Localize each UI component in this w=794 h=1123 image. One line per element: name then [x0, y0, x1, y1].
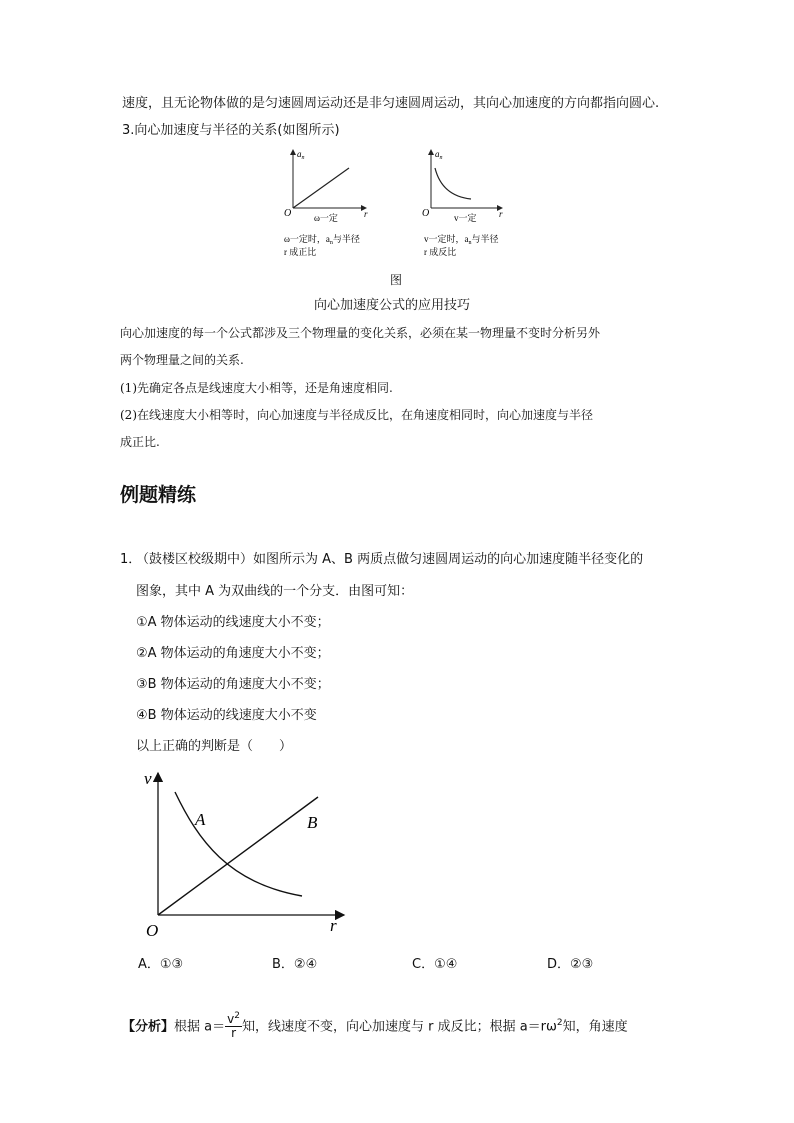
- tips-paragraph-1-line-2: 两个物理量之间的关系.: [120, 353, 244, 367]
- right-x-label: r: [499, 209, 503, 219]
- fraction-numerator: v: [227, 1012, 235, 1026]
- velocity-radius-graph: [138, 765, 358, 945]
- analysis-text-1: 根据 a＝: [174, 1019, 226, 1035]
- left-origin: O: [284, 208, 292, 219]
- section-title: 例题精练: [120, 484, 197, 506]
- formula-fraction: [225, 1010, 242, 1040]
- curve-a-hyperbola: [175, 792, 302, 896]
- left-x-label: r: [364, 209, 368, 219]
- tips-title: 向心加速度公式的应用技巧: [314, 298, 471, 313]
- question-prompt: 以上正确的判断是（ ）: [136, 739, 293, 754]
- curve-b-label: B: [307, 813, 318, 832]
- fraction-numerator-exponent: 2: [234, 1011, 240, 1021]
- analysis-line: [122, 1012, 628, 1042]
- fraction-denominator: r: [225, 1026, 242, 1040]
- left-caption-line-1: ω一定时，$a_n$与半径: [284, 234, 360, 246]
- right-y-label: $a_n$: [435, 149, 443, 161]
- tips-step-1: (1)先确定各点是线速度大小相等，还是角速度相同.: [120, 381, 393, 395]
- graph-y-label: v: [144, 769, 152, 788]
- option-d[interactable]: D．②③: [547, 957, 594, 972]
- curve-a-label: A: [195, 810, 206, 829]
- tips-step-2-line-2: 成正比.: [120, 435, 160, 449]
- option-a[interactable]: A．①③: [138, 957, 184, 972]
- right-origin: O: [422, 208, 430, 219]
- statement-1: ①A 物体运动的线速度大小不变；: [136, 615, 330, 630]
- question-stem-line-1: （鼓楼区校级期中）如图所示为 A、B 两质点做匀速圆周运动的向心加速度随半径变化的: [136, 552, 644, 567]
- right-inverse-curve: [435, 168, 471, 199]
- graph-x-label: r: [330, 916, 337, 935]
- question-number: 1．: [120, 552, 142, 567]
- right-caption-line-2: r 成反比: [424, 247, 457, 257]
- statement-4: ④B 物体运动的线速度大小不变: [136, 708, 317, 723]
- option-c[interactable]: C．①④: [412, 957, 458, 972]
- omega-exponent: 2: [556, 1018, 563, 1029]
- graph-origin: O: [146, 921, 159, 940]
- left-y-label: $a_n$: [297, 149, 305, 161]
- statement-2: ②A 物体运动的角速度大小不变；: [136, 646, 330, 661]
- left-condition: ω一定: [314, 213, 338, 223]
- intro-line-1: 速度，且无论物体做的是匀速圆周运动还是非匀速圆周运动，其向心加速度的方向都指向圆心.: [122, 96, 660, 111]
- left-caption-line-2: r 成正比: [284, 247, 317, 257]
- intro-line-2: 3.向心加速度与半径的关系(如图所示): [122, 123, 340, 138]
- tips-paragraph-1-line-1: 向心加速度的每一个公式都涉及三个物理量的变化关系，必须在某一物理量不变时分析另外: [120, 326, 601, 340]
- option-b[interactable]: B．②④: [272, 957, 318, 972]
- right-condition: v一定: [454, 213, 477, 223]
- analysis-text-3: 知，角速度: [562, 1019, 628, 1035]
- analysis-tag: 【分析】: [122, 1019, 175, 1035]
- statement-3: ③B 物体运动的角速度大小不变；: [136, 677, 330, 692]
- question-stem-line-2: 图象，其中 A 为双曲线的一个分支．由图可知：: [136, 584, 414, 599]
- curve-b-line: [158, 797, 318, 915]
- tips-step-2-line-1: (2)在线速度大小相等时，向心加速度与半径成反比，在角速度相同时，向心加速度与半径: [120, 408, 594, 422]
- an-radius-figure: [270, 146, 530, 264]
- figure-label: 图: [390, 273, 403, 287]
- analysis-text-2: 知，线速度不变，向心加速度与 r 成反比；根据 a＝rω: [241, 1019, 557, 1035]
- left-proportional-line: [293, 168, 349, 208]
- right-caption-line-1: v一定时，$a_n$与半径: [424, 234, 499, 246]
